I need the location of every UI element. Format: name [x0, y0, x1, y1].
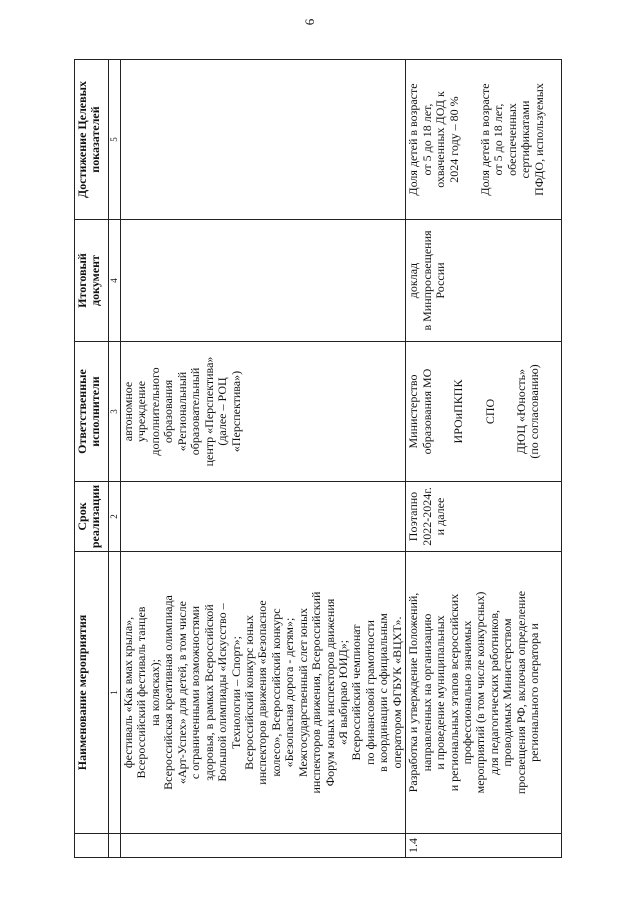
cell-text-line: дополнительного: [147, 367, 162, 456]
row1-responsible: [121, 342, 406, 482]
header-num: [75, 834, 109, 858]
column-number: 4: [109, 220, 121, 342]
cell-text-line: ИРОиПКПК: [451, 379, 466, 444]
cell-text-line: ДЮЦ «Юность»: [513, 368, 528, 455]
page-number: 6: [302, 18, 317, 26]
cell-text-line: колесо», Всероссийский конкурс: [268, 608, 283, 777]
header-activity-name: Наименование мероприятия: [75, 552, 109, 834]
cell-text-line: по финансовой грамотности: [362, 620, 377, 765]
cell-text-line: здоровья, в рамках Всероссийской: [201, 604, 216, 781]
cell-text-line: с ограниченными возможностями: [188, 605, 203, 780]
header-document-line1: Итоговый: [75, 253, 89, 308]
cell-text-line: направленных на организацию: [419, 613, 434, 772]
cell-text-line: регионального оператора и: [527, 623, 542, 762]
cell-text-line: профессионально значимых: [459, 620, 474, 765]
column-number: 1: [109, 552, 121, 834]
cell-text-line: фестиваль «Как вмах крыла»,: [121, 616, 135, 769]
table-row: [121, 60, 406, 858]
header-target-line2: показателей: [88, 106, 103, 173]
row2-activity-name: [406, 552, 562, 834]
header-term-line1: Срок: [75, 502, 89, 531]
column-number: 2: [109, 482, 121, 552]
column-number: [109, 834, 121, 858]
cell-text-line: Министерство: [406, 374, 421, 449]
header-responsible-line2: исполнители: [88, 376, 103, 447]
cell-text-line: сертификатами: [518, 100, 533, 179]
cell-text-line: инспекторов движения «Безопасное: [255, 600, 270, 785]
cell-text-line: и региональных этапов всероссийских: [446, 593, 461, 792]
cell-text-line: Поэтапно: [406, 491, 421, 542]
cell-text-line: Технологии – Спорт»;: [228, 636, 243, 749]
header-document-line2: документ: [88, 255, 103, 306]
header-term: [75, 482, 109, 552]
cell-text-line: обеспеченных: [504, 103, 519, 176]
cell-text-line: «Перспектива»): [228, 370, 243, 453]
row1-num: [121, 834, 406, 858]
cell-text-line: России: [433, 262, 448, 299]
header-document: [75, 220, 109, 342]
cell-text-line: центр «Перспектива»: [201, 356, 216, 467]
row2-document: [406, 220, 562, 342]
row2-num: 1.4: [406, 834, 562, 858]
cell-text-line: автономное: [121, 381, 135, 442]
cell-text-line: Всероссийская креативная олимпиада: [161, 595, 176, 790]
row2-responsible: [406, 342, 562, 482]
cell-text-line: «Безопасная дорога - детям»;: [282, 617, 297, 768]
row1-document: [121, 220, 406, 342]
cell-text-line: «Я выбираю ЮИД»;: [336, 639, 350, 746]
cell-text-line: образовательный: [188, 367, 203, 456]
cell-text-line: от 5 до 18 лет,: [419, 103, 434, 176]
table-row: [406, 60, 562, 858]
header-term-line2: реализации: [88, 484, 103, 549]
cell-text-line: проводимых Министерством: [500, 618, 515, 767]
cell-text-line: [461, 62, 479, 217]
cell-text-line: (далее – РОЦ: [215, 377, 230, 446]
row1-activity-name: [121, 552, 406, 834]
cell-text-line: Всероссийский фестиваль танцев: [134, 606, 149, 779]
row1-term: [121, 482, 406, 552]
cell-text-line: Форум юных инспекторов движения: [322, 598, 337, 787]
cell-text-line: от 5 до 18 лет,: [491, 103, 506, 176]
header-responsible: [75, 342, 109, 482]
header-responsible-line1: Ответственные: [75, 369, 89, 454]
cell-text-line: образования: [161, 379, 176, 444]
cell-text-line: (по согласованию): [527, 364, 542, 459]
column-number-row: [109, 60, 121, 858]
cell-text-line: оператором ФГБУК «ВЦХТ».: [389, 616, 404, 769]
cell-text-line: Всероссийский чемпионат: [349, 624, 364, 761]
cell-text-line: [434, 344, 452, 479]
column-number: 5: [109, 60, 121, 220]
cell-text-line: охваченных ДОД к: [433, 91, 448, 188]
row2-target: [406, 60, 562, 220]
cell-text-line: ПФДО, используемых: [531, 83, 546, 196]
cell-text-line: образования МО: [419, 368, 434, 455]
cell-text-line: СПО: [482, 398, 497, 425]
rotated-table-container: [74, 60, 562, 858]
cell-text-line: мероприятий (в том числе конкурсных): [473, 591, 488, 794]
cell-text-line: Доля детей в возрасте: [477, 83, 492, 196]
cell-text-line: просвещения РФ, включая определение: [513, 590, 528, 795]
column-number: 3: [109, 342, 121, 482]
cell-text-line: «Арт-Успех» для детей, в том числе: [174, 601, 189, 784]
cell-text-line: на колясках);: [147, 659, 162, 726]
cell-text-line: в Минпросвещения: [419, 230, 434, 331]
row2-term: [406, 482, 562, 552]
cell-text-line: в координации с официальным: [376, 613, 391, 772]
cell-text-line: учреждение: [134, 380, 149, 443]
cell-text-line: Межгосударственный слет юных: [295, 607, 310, 778]
cell-text-line: и проведение муниципальных: [433, 615, 448, 770]
header-target: [75, 60, 109, 220]
cell-text-line: [497, 344, 515, 479]
cell-text-line: 2024 году – 80 %: [446, 96, 461, 183]
cell-text-line: доклад: [406, 262, 421, 299]
table-header-row: [75, 60, 109, 858]
cell-text-line: Большой олимпиады «Искусство –: [215, 603, 230, 782]
header-target-line1: Достижение Целевых: [75, 81, 89, 198]
cell-text-line: Разработка и утверждение Положений,: [406, 592, 421, 793]
cell-text-line: и далее: [433, 497, 448, 536]
cell-text-line: «Региональный: [174, 371, 189, 452]
cell-text-line: Доля детей в возрасте: [406, 83, 421, 196]
cell-text-line: Всероссийский конкурс юных: [241, 615, 256, 770]
row1-target: [121, 60, 406, 220]
cell-text-line: 2022-2024г.: [419, 487, 434, 546]
activities-table: [74, 59, 562, 858]
cell-text-line: инспекторов движения, Всероссийский: [309, 591, 324, 794]
cell-text-line: для педагогических работников,: [486, 609, 501, 776]
cell-text-line: [466, 344, 484, 479]
